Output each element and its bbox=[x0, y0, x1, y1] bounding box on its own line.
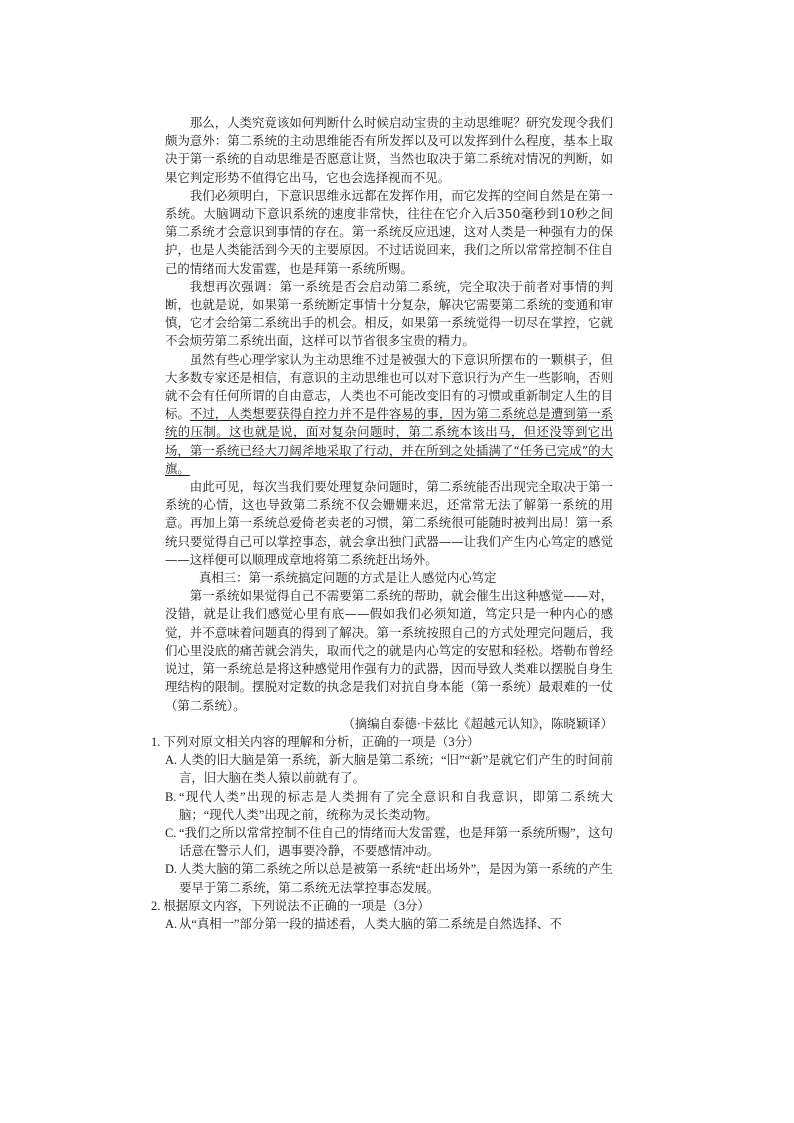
option-letter: D. bbox=[165, 862, 178, 877]
paragraph-4 bbox=[165, 351, 613, 478]
paragraph-3: 我想再次强调：第一系统是否会启动第二系统，完全取决于前者对事情的判断，也就是说，如果第一系统断定事情十分复杂，解决它需要第二系统的变通和审慎，它才会给第二系统出手的机会。相反，如果第一系统觉得一切尽在掌控，它就不会烦劳第二系统出面，这样可以节省很多宝贵的精力。 bbox=[165, 278, 613, 349]
paragraph-2: 我们必须明白，下意识思维永远都在发挥作用，而它发挥的空间自然是在第一系统。大脑调动下意识系统的速度非常快，往往在它介入后350毫秒到10秒之间第二系统才会意识到事情的存在。第一系统反应迅速，这对人类是一种强有力的保护，也是人类能活到今天的主要原因。不过话说回来，我们之所以常常控制不住自己的情绪而大发雷霆，也是拜第一系统所赐。 bbox=[165, 187, 613, 276]
paragraph-5: 由此可见，每次当我们要处理复杂问题时，第二系统能否出现完全取决于第一系统的心情，这也导致第二系统不仅会姗姗来迟，还常常无法了解第一系统的用意。再加上第一系统总爱倚老卖老的习惯，第二系统很可能随时被判出局！第一系统只要觉得自己可以掌控事态，就会拿出独门武器——让我们产生内心笃定的感觉——这样便可以顺理成章地将第二系统赶出场外。 bbox=[165, 479, 613, 567]
source-citation: （摘编自泰德·卡兹比《超越元认知》，陈晓颖译） bbox=[342, 716, 613, 731]
option-text: 人类大脑的第二系统之所以总是被第一系统“赶出场外”，是因为第一系统的产生要早于第二系统，第二系统无法掌控事态发展。 bbox=[179, 862, 613, 895]
question-1-option-d bbox=[165, 860, 613, 896]
question-1-option-b bbox=[165, 788, 613, 824]
article-body bbox=[151, 114, 614, 933]
option-text: 人类的旧大脑是第一系统，新大脑是第二系统；“旧”“新”是就它们产生的时间前言，旧大脑在类人猿以前就有了。 bbox=[179, 753, 613, 786]
paragraph-6: 第一系统如果觉得自己不需要第二系统的帮助，就会催生出这种感觉——对，没错，就是让我们感觉心里有底——假如我们必须知道，笃定只是一种内心的感觉，并不意味着问题真的得到了解决。第一系统按照自己的方式处理完问题后，我们心里没底的痛苦就会消失，取而代之的就是内心笃定的安慰和轻松。塔勒布曾经说过，第一系统总是将这种感觉用作强有力的武器，因而导致人类难以摆脱自身生理结构的限制。摆脱对定数的执念是我们对抗自身本能（第一系统）最艰难的一仗（第二系统）。 bbox=[165, 588, 613, 713]
question-1-stem: 1. 下列对原文相关内容的理解和分析，正确的一项是（3分） bbox=[151, 734, 480, 749]
paragraph-4-underlined: 不过，人类想要获得自控力并不是件容易的事，因为第二系统总是遭到第一系统的压制。这也就是说，面对复杂问题时，第二系统本该出马，但还没等到它出场，第一系统已经大刀阔斧地采取了行动，并在所到之处插满了“任务已完成”的大旗。 bbox=[165, 406, 614, 476]
option-letter: A. bbox=[165, 916, 178, 931]
question-1 bbox=[151, 733, 613, 897]
option-text: “我们之所以常常控制不住自己的情绪而大发雷霆，也是拜第一系统所赐”，这句话意在警示人们，遇事要冷静，不要感情冲动。 bbox=[179, 825, 613, 859]
paragraph-4-plain: 虽然有些心理学家认为主动思维不过是被强大的下意识所摆布的一颗棋子，但大多数专家还是相信，有意识的主动思维也可以对下意识行为产生一些影响，否则就不会有任何所谓的自由意志，人类也不可能改变旧有的习惯或重新制定人生的目标。 bbox=[165, 351, 613, 422]
question-1-option-a bbox=[165, 751, 613, 787]
question-2-stem: 2. 根据原文内容，下列说法不正确的一项是（3分） bbox=[151, 898, 430, 913]
option-text: “现代人类”出现的标志是人类拥有了完全意识和自我意识，即第二系统大脑；“现代人类”出现之前，统称为灵长类动物。 bbox=[179, 789, 613, 822]
option-text: 从“真相一”部分第一段的描述看，人类大脑的第二系统是自然选择、不 bbox=[179, 916, 562, 931]
option-letter: C. bbox=[165, 825, 177, 840]
question-2 bbox=[151, 897, 613, 933]
question-1-option-c bbox=[165, 824, 613, 860]
section-heading: 真相三：第一系统搞定问题的方式是让人感觉内心笃定 bbox=[199, 570, 497, 586]
option-letter: B. bbox=[165, 789, 177, 804]
paragraph-1: 那么，人类究竟该如何判断什么时候启动宝贵的主动思维呢？研究发现令我们颇为意外：第二系统的主动思维能否有所发挥以及可以发挥到什么程度，基本上取决于第一系统的自动思维是否愿意让贤，当然也取决于第二系统对情况的判断，如果它判定形势不值得它出马，它也会选择视而不见。 bbox=[165, 115, 613, 185]
question-2-option-a bbox=[165, 915, 613, 933]
option-letter: A. bbox=[165, 753, 178, 768]
